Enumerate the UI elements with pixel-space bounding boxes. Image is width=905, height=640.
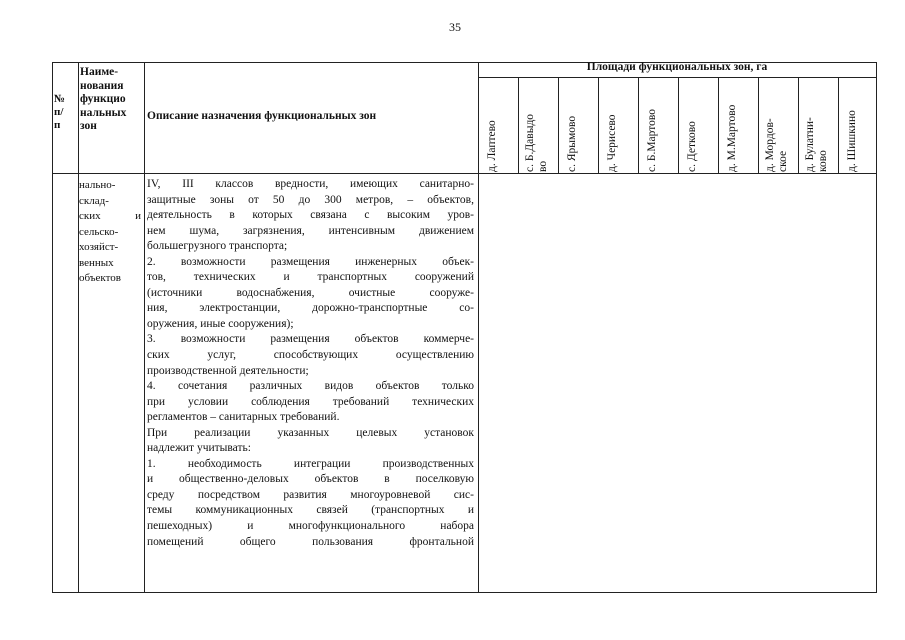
village-label-line: д. Лаптево (486, 120, 498, 172)
description-line: и общественно-деловых объектов в поселковую (147, 473, 474, 486)
village-label-line: с. Б.Давыдо (524, 113, 536, 172)
village-label-line: д. М.Мартово (726, 104, 738, 172)
description-line: темы коммуникационных связей (транспортных и (147, 504, 474, 517)
header-description-column: Описание назначения функциональных зон (147, 110, 377, 122)
header-areas-title: Площади функциональных зон, га (586, 61, 768, 73)
description-line: производственной деятельности; (147, 364, 309, 377)
zone-name-line: венных (79, 256, 114, 269)
description-line: пешеходных) и многофункционального набора (147, 520, 474, 533)
village-label-line: с. Детково (686, 121, 698, 172)
village-m-martovo (726, 105, 739, 172)
zone-description-cell (147, 177, 474, 550)
description-line: При реализации указанных целевых установок (147, 426, 474, 439)
zone-name-line: склад- (79, 194, 109, 207)
village-label-line: во (537, 160, 549, 172)
header-name-line: Наиме- (80, 66, 119, 78)
header-zone-name-column (80, 66, 142, 134)
header-number-line: п/ (54, 106, 64, 118)
description-line: регламентов – санитарных требований. (147, 411, 340, 424)
page-number: 35 (449, 20, 461, 34)
zone-name-line: сельско- (79, 225, 119, 238)
village-b-davydovo (524, 114, 550, 172)
zone-name-cell (79, 178, 141, 287)
village-detkovo (686, 121, 699, 172)
header-name-line: функцио (80, 93, 126, 105)
village-label-line: ское (777, 150, 789, 172)
village-label-line: с. Ярымово (566, 115, 578, 172)
village-label-line: с. Б.Мартово (646, 109, 658, 172)
description-line: помещений общего пользования фронтальной (147, 535, 474, 548)
village-shishkino (846, 110, 859, 172)
header-name-line: нальных (80, 106, 127, 119)
village-b-martovo (646, 109, 659, 172)
description-line: нем шума, загрязнения, интенсивным движением (147, 224, 474, 237)
zone-name-line: ских и (79, 210, 141, 222)
description-line: 1. необходимость интеграции производственных (147, 457, 474, 470)
zone-name-line: хозяйст- (79, 241, 119, 253)
village-mordovskoe (764, 118, 790, 172)
village-label-line: д. Шишкино (846, 110, 858, 172)
zone-name-line: нально- (79, 179, 116, 191)
description-line: IV, III классов вредности, имеющих санитарно- (147, 178, 474, 190)
description-line: надлежит учитывать: (147, 442, 251, 455)
description-line: (источники водоснабжения, очистные сооруже- (147, 286, 474, 299)
description-line: ния, электростанции, дорожно-транспортные со- (147, 302, 474, 315)
description-line: 3. возможности размещения объектов коммерче- (147, 333, 474, 346)
village-label-line: д. Черисево (606, 114, 618, 172)
village-label-line: д. Мордов- (764, 118, 776, 172)
description-line: среду посредством развития многоуровневой сис- (147, 488, 474, 501)
village-laptevo (486, 120, 499, 172)
header-name-line: нования (80, 79, 124, 92)
header-name-line: зон (80, 120, 97, 132)
header-number-line: № (54, 93, 66, 105)
header-number-column (54, 93, 76, 132)
description-line: ских услуг, способствующих осуществлению (147, 349, 474, 362)
description-line: при условии соблюдения требований технических (147, 395, 474, 408)
village-label-line: д. Булатни- (804, 117, 816, 172)
description-line: защитные зоны от 50 до 300 метров, – объектов, (147, 193, 474, 206)
description-line: 2. возможности размещения инженерных объек- (147, 255, 474, 268)
zone-name-line: объектов (79, 272, 121, 284)
village-label-line: ково (817, 150, 829, 172)
description-line: большегрузного транспорта; (147, 240, 288, 253)
village-cherisevo (606, 114, 619, 172)
village-bulatnikovo (804, 117, 830, 172)
description-line: оружения, иные сооружения); (147, 317, 294, 330)
village-yarymovo (566, 116, 579, 172)
description-line: деятельность в которых связана с высоким уров- (147, 209, 474, 222)
description-line: 4. сочетания различных видов объектов только (147, 380, 474, 393)
description-line: тов, технических и транспортных сооружений (147, 271, 474, 284)
header-number-line: п (54, 119, 61, 131)
